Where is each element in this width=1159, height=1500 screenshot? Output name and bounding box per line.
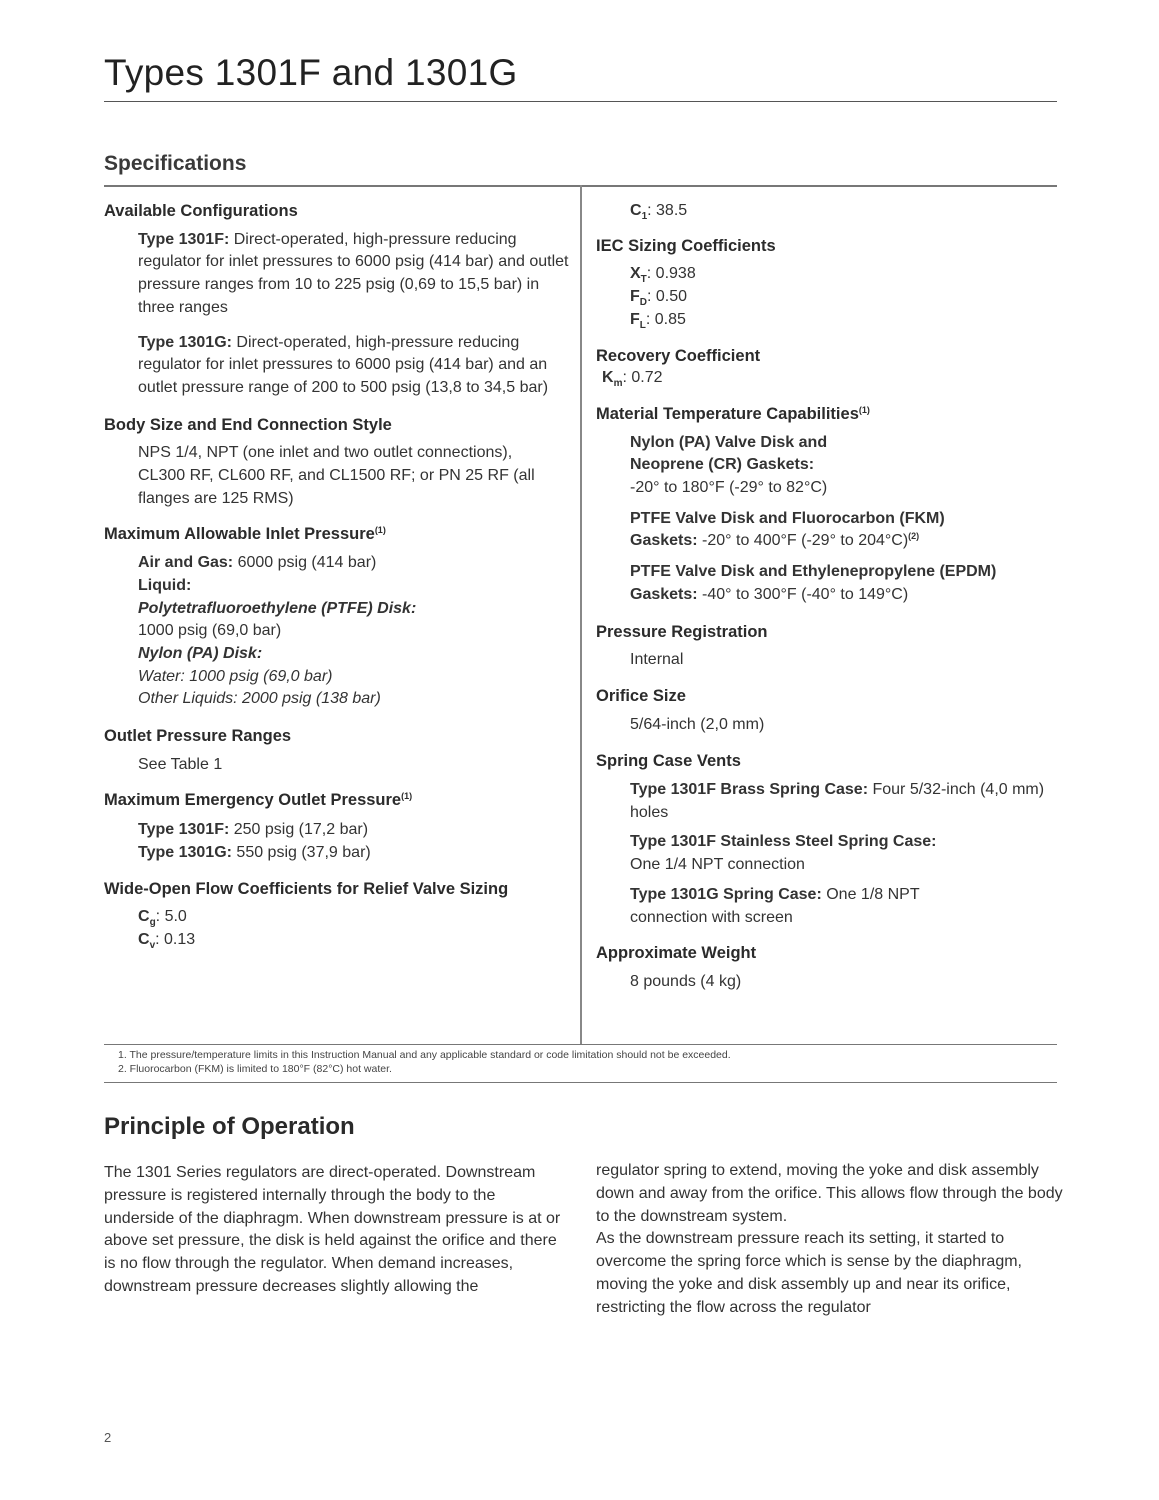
body-size-text: NPS 1/4, NPT (one inlet and two outlet connections), CL300 RF, CL600 RF, and CL1500 RF; or PN 25 RF (all flanges are 125 RMS): [138, 444, 535, 507]
spring-case-1301g: Type 1301G Spring Case: One 1/8 NPT connection with screen: [630, 885, 920, 926]
km-row: $K_m$: 0.72: [602, 369, 663, 390]
fd-row: $F_D$: 0.50: [630, 288, 688, 309]
principle-text-right: [596, 1160, 1066, 1320]
available-configurations-heading: Available Configurations: [104, 202, 298, 220]
cv-row: $C_v$: 0.13: [138, 930, 196, 951]
iec-values: [596, 263, 1066, 331]
footnote-2: 2. Fluorocarbon (FKM) is limited to 180°F (82°C) hot water.: [118, 1063, 392, 1075]
column-divider: [580, 185, 582, 1044]
type-1301g-config: Type 1301G: Direct-operated, high-pressure reducing regulator for inlet pressures to 6000 psig (414 bar) and an outlet pressure range of 200 to 500 psig (13,8 to 34,5 bar): [138, 333, 549, 396]
iec-heading: IEC Sizing Coefficients: [596, 236, 776, 255]
specs-left-column: [104, 200, 574, 952]
fl-row: $F_L$: 0.85: [630, 310, 686, 331]
nylon-disk-label: Nylon (PA) Disk:: [138, 644, 263, 662]
c1-row: $C_1$: 38.5: [630, 202, 688, 222]
nylon-water-value: Water: 1000 psig (69,0 bar): [138, 667, 333, 685]
footnotes: [118, 1048, 731, 1076]
principle-of-operation-heading: Principle of Operation: [104, 1113, 355, 1140]
temperature-epdm: PTFE Valve Disk and Ethylenepropylene (EPDM) Gaskets: -40° to 300°F (-40° to 149°C): [630, 563, 997, 603]
page-number: 2: [104, 1430, 112, 1445]
spring-case-brass: Type 1301F Brass Spring Case: Four 5/32-inch (4,0 mm) holes: [630, 781, 1045, 821]
principle-paragraph-1: regulator spring to extend, moving the yoke and disk assembly down and away from the orifice. This allows flow through the body to the downstream system.: [596, 1162, 1063, 1225]
temperature-fkm: PTFE Valve Disk and Fluorocarbon (FKM) Gaskets: -20° to 400°F (-29° to 204°C)$^{(2)}$: [630, 509, 945, 550]
pressure-registration-heading: Pressure Registration: [596, 622, 768, 641]
spring-case-vents-heading: Spring Case Vents: [596, 752, 741, 771]
outlet-ranges-text: See Table 1: [138, 755, 223, 773]
body-size-heading: Body Size and End Connection Style: [104, 415, 392, 434]
temperature-heading: Material Temperature Capabilities$^{(1)}$: [596, 404, 870, 423]
recovery-heading: Recovery Coefficient: [596, 346, 761, 365]
cg-row: $C_g$: 5.0: [138, 908, 187, 929]
outlet-ranges-heading: Outlet Pressure Ranges: [104, 727, 292, 746]
max-emergency-outlet-values: [104, 819, 574, 864]
ptfe-disk-label: Polytetrafluoroethylene (PTFE) Disk:: [138, 599, 417, 617]
weight-heading: Approximate Weight: [596, 944, 757, 963]
orifice-size-text: 5/64-inch (2,0 mm): [630, 715, 765, 733]
principle-paragraph-2: As the downstream pressure reach its setting, it started to overcome the spring force which is sense by the diaphragm, moving the yoke and disk assembly up and near its orifice, restricting the flow across the regulator: [596, 1230, 1022, 1316]
title-divider: [104, 101, 1057, 102]
specs-right-column: [596, 200, 1066, 994]
ptfe-disk-value: 1000 psig (69,0 bar): [138, 622, 282, 640]
max-inlet-pressure-values: [104, 552, 574, 711]
emergency-1301g-row: Type 1301G: 550 psig (37,9 bar): [138, 843, 371, 861]
nylon-other-value: Other Liquids: 2000 psig (138 bar): [138, 690, 381, 708]
footnotes-bottom-divider: [104, 1082, 1057, 1083]
weight-text: 8 pounds (4 kg): [630, 972, 742, 990]
orifice-size-heading: Orifice Size: [596, 686, 686, 705]
flow-coefficients-heading: Wide-Open Flow Coefficients for Relief Valve Sizing: [104, 879, 509, 898]
footnote-1: 1. The pressure/temperature limits in this Instruction Manual and any applicable standard or code limitation should not be exceeded.: [118, 1049, 731, 1061]
page-title: Types 1301F and 1301G: [104, 52, 518, 93]
liquid-label: Liquid:: [138, 576, 192, 594]
flow-coefficients-values: [104, 906, 574, 951]
max-emergency-outlet-heading: Maximum Emergency Outlet Pressure$^{(1)}$: [104, 791, 413, 810]
type-1301f-config: Type 1301F: Direct-operated, high-pressure reducing regulator for inlet pressures to 6000 psig (414 bar) and outlet pressure ranges from 10 to 225 psig (0,69 to 15,5 bar) in three ranges: [138, 230, 569, 316]
principle-text-left: The 1301 Series regulators are direct-operated. Downstream pressure is registered internally through the body to the underside of the diaphragm. When downstream pressure is at or above set pressure, the disk is held against the orifice and there is no flow through the regulator. When demand increases, downstream pressure decreases slightly allowing the: [104, 1164, 561, 1295]
max-inlet-pressure-heading: Maximum Allowable Inlet Pressure$^{(1)}$: [104, 525, 386, 544]
temperature-nylon: Nylon (PA) Valve Disk and Neoprene (CR) Gaskets: -20° to 180°F (-29° to 82°C): [630, 433, 828, 497]
emergency-1301f-row: Type 1301F: 250 psig (17,2 bar): [138, 821, 369, 839]
spring-case-stainless: Type 1301F Stainless Steel Spring Case: One 1/4 NPT connection: [630, 833, 937, 874]
xt-row: $X_T$: 0.938: [630, 265, 696, 286]
specifications-heading: Specifications: [104, 152, 247, 175]
pressure-registration-text: Internal: [630, 651, 684, 669]
air-gas-row: Air and Gas: 6000 psig (414 bar): [138, 554, 377, 572]
footnotes-top-divider: [104, 1044, 1057, 1045]
